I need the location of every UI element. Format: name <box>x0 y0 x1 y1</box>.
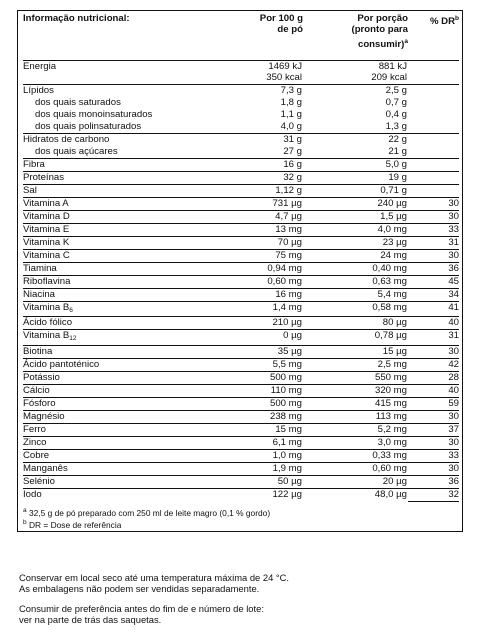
value-per-portion: 320 mg <box>303 384 408 397</box>
table-row <box>23 223 459 236</box>
value-dr <box>408 158 459 171</box>
value-per-100g: 0 µg <box>234 330 303 345</box>
value-dr: 42 <box>408 358 459 371</box>
value-per-portion: 881 kJ 209 kcal <box>303 61 408 85</box>
value-per-portion: 4,0 mg <box>303 223 408 236</box>
value-dr <box>408 97 459 109</box>
value-per-portion: 113 mg <box>303 410 408 423</box>
value-per-100g: 31 g <box>234 133 303 146</box>
value-dr: 30 <box>408 462 459 475</box>
value-dr <box>408 146 459 159</box>
value-dr: 40 <box>408 317 459 330</box>
nutrient-label: Vitamina C <box>23 249 234 262</box>
nutrient-label: Selénio <box>23 475 234 488</box>
nutrient-label: Iodo <box>23 488 234 501</box>
nutrient-label: Potássio <box>23 371 234 384</box>
storage-notes <box>19 572 289 633</box>
value-per-portion: 0,4 g <box>385 108 407 120</box>
value-per-100g: 27 g <box>283 145 302 157</box>
value-dr: 36 <box>408 475 459 488</box>
nutrient-label: Ferro <box>23 423 234 436</box>
table-row <box>23 197 459 210</box>
value-per-100g: 1,4 mg <box>234 301 303 316</box>
value-dr: 34 <box>408 288 459 301</box>
table-row <box>23 61 459 85</box>
header-dr: % $DR^b$ <box>429 15 459 28</box>
value-dr: 33 <box>408 449 459 462</box>
table-row <box>23 317 459 330</box>
table-row <box>23 345 459 358</box>
table-row <box>23 288 459 301</box>
value-per-portion: 0,71 g <box>303 184 408 197</box>
nutrient-label: Vitamina K <box>23 236 234 249</box>
value-per-100g: 1,0 mg <box>234 449 303 462</box>
nutrient-label: Hidratos de carbono <box>23 133 234 146</box>
value-per-portion: 19 g <box>303 171 408 184</box>
nutrient-label: Magnésio <box>23 410 234 423</box>
nutrient-label: Manganês <box>23 462 234 475</box>
nutrient-label: Tiamina <box>23 262 234 275</box>
value-dr: 30 <box>408 210 459 223</box>
value-per-100g: 4,7 µg <box>234 210 303 223</box>
value-dr: 45 <box>408 275 459 288</box>
nutrient-label: Vitamina $B_6$ <box>23 301 234 316</box>
best-before-note: Consumir de preferência antes do fim de e número de lote: ver na parte de trás das saquetas. <box>19 602 264 625</box>
table-row <box>23 397 459 410</box>
value-per-100g: 6,1 mg <box>234 436 303 449</box>
value-per-100g: 110 mg <box>234 384 303 397</box>
value-per-100g: 1469 kJ 350 kcal <box>234 61 303 85</box>
table-row <box>23 146 459 159</box>
table-row <box>23 121 459 134</box>
value-per-100g: 15 mg <box>234 423 303 436</box>
value-per-portion: 3,0 mg <box>303 436 408 449</box>
nutrient-label: Ácido pantoténico <box>23 358 234 371</box>
value-per-portion: 21 g <box>388 145 407 157</box>
table-row <box>23 436 459 449</box>
value-per-100g: 1,1 g <box>280 108 302 120</box>
table-row <box>23 249 459 262</box>
table-row <box>23 184 459 197</box>
nutrient-label: Vitamina D <box>23 210 234 223</box>
value-per-100g: 210 µg <box>234 317 303 330</box>
nutrient-label: dos quais monoinsaturados <box>35 108 153 120</box>
nutrient-label: Energia <box>23 61 234 85</box>
value-per-100g: 4,0 g <box>280 120 302 132</box>
footnotes <box>23 506 270 531</box>
value-per-100g: 35 µg <box>234 345 303 358</box>
value-per-portion: 2,5 g <box>303 84 408 97</box>
value-per-100g: 32 g <box>234 171 303 184</box>
value-per-100g: 75 mg <box>234 249 303 262</box>
nutrient-label: Cálcio <box>23 384 234 397</box>
value-per-portion: 240 µg <box>303 197 408 210</box>
nutrient-label: Ácido fólico <box>23 317 234 330</box>
table-row <box>23 109 459 121</box>
value-per-portion: 1,3 g <box>385 120 407 132</box>
value-per-portion: 5,4 mg <box>303 288 408 301</box>
value-dr: 40 <box>408 384 459 397</box>
nutrient-label: dos quais açúcares <box>35 145 118 157</box>
value-per-portion: 80 µg <box>303 317 408 330</box>
value-per-portion: 1,5 µg <box>303 210 408 223</box>
value-per-100g: 238 mg <box>234 410 303 423</box>
header-per-100g: Por 100 g de pó <box>259 13 303 36</box>
table-row <box>23 371 459 384</box>
value-per-100g: 50 µg <box>234 475 303 488</box>
nutrient-label: Cobre <box>23 449 234 462</box>
value-per-100g: 1,9 mg <box>234 462 303 475</box>
table-row <box>23 275 459 288</box>
nutrient-label: Proteínas <box>23 171 234 184</box>
table-row <box>23 423 459 436</box>
table-row <box>23 171 459 184</box>
value-per-portion: 0,33 mg <box>303 449 408 462</box>
value-dr: 28 <box>408 371 459 384</box>
nutrient-label: Fibra <box>23 158 234 171</box>
value-per-portion: 2,5 mg <box>303 358 408 371</box>
value-dr <box>408 84 459 97</box>
value-per-portion: 415 mg <box>303 397 408 410</box>
table-row <box>23 158 459 171</box>
table-row <box>23 462 459 475</box>
value-per-portion: 22 g <box>303 133 408 146</box>
value-dr <box>408 109 459 121</box>
nutrient-label: Niacina <box>23 288 234 301</box>
value-dr: 30 <box>408 197 459 210</box>
nutrient-label: Sal <box>23 184 234 197</box>
table-row <box>23 384 459 397</box>
table-row <box>23 84 459 97</box>
value-dr: 33 <box>408 223 459 236</box>
table-row <box>23 301 459 316</box>
table-row <box>23 262 459 275</box>
value-per-portion: 20 µg <box>303 475 408 488</box>
table-row <box>23 358 459 371</box>
table-row <box>23 475 459 488</box>
nutrient-label: Vitamina $B_{12}$ <box>23 330 234 345</box>
value-per-portion: 5,0 g <box>303 158 408 171</box>
value-per-100g: 1,8 g <box>280 96 302 108</box>
value-dr <box>408 184 459 197</box>
value-per-portion: 15 µg <box>303 345 408 358</box>
value-dr: 30 <box>408 345 459 358</box>
table-row <box>23 449 459 462</box>
value-dr: 30 <box>408 436 459 449</box>
table-row <box>23 410 459 423</box>
value-per-portion: 24 mg <box>303 249 408 262</box>
nutrient-label: dos quais polinsaturados <box>35 120 142 132</box>
footnote-a: $^a$ 32,5 g de pó preparado com 250 ml de leite magro (0,1 % gordo) <box>23 507 271 518</box>
value-dr: 30 <box>408 249 459 262</box>
value-per-portion: 0,63 mg <box>303 275 408 288</box>
value-per-portion: 0,58 mg <box>303 301 408 316</box>
value-dr <box>408 121 459 134</box>
value-per-100g: 13 mg <box>234 223 303 236</box>
value-dr: 32 <box>408 488 459 501</box>
value-per-100g: 16 mg <box>234 288 303 301</box>
table-row <box>23 210 459 223</box>
table-row <box>23 133 459 146</box>
nutrient-label: Vitamina E <box>23 223 234 236</box>
value-per-100g: 16 g <box>234 158 303 171</box>
value-per-portion: 550 mg <box>303 371 408 384</box>
nutrient-label: dos quais saturados <box>35 96 121 108</box>
value-dr <box>408 171 459 184</box>
value-per-100g: 1,12 g <box>234 184 303 197</box>
value-per-100g: 0,94 mg <box>234 262 303 275</box>
value-per-portion: 0,78 µg <box>303 330 408 345</box>
value-per-100g: 122 µg <box>234 488 303 501</box>
nutrient-label: Fósforo <box>23 397 234 410</box>
nutrient-label: Lípidos <box>23 84 234 97</box>
value-per-portion: 0,7 g <box>385 96 407 108</box>
value-per-100g: 0,60 mg <box>234 275 303 288</box>
header-per-portion: Por porção (pronto para consumir)$^a$ <box>351 13 408 50</box>
value-per-100g: 5,5 mg <box>234 358 303 371</box>
value-dr <box>408 61 459 85</box>
value-per-100g: 500 mg <box>234 371 303 384</box>
table-row <box>23 236 459 249</box>
storage-note: Conservar em local seco até uma temperatura máxima de 24 °C. As embalagens não podem ser vendidas separadamente. <box>19 572 290 595</box>
nutrient-label: Biotina <box>23 345 234 358</box>
value-per-portion: 23 µg <box>303 236 408 249</box>
value-dr: 36 <box>408 262 459 275</box>
header-label: Informação nutricional: <box>23 13 130 24</box>
value-dr: 59 <box>408 397 459 410</box>
value-per-portion: 5,2 mg <box>303 423 408 436</box>
value-per-portion: 48,0 µg <box>303 488 408 501</box>
value-per-100g: 500 mg <box>234 397 303 410</box>
value-dr: 31 <box>408 236 459 249</box>
value-dr <box>408 133 459 146</box>
value-per-100g: 731 µg <box>234 197 303 210</box>
nutrient-label: Zinco <box>23 436 234 449</box>
value-per-100g: 70 µg <box>234 236 303 249</box>
value-per-portion: 0,60 mg <box>303 462 408 475</box>
value-dr: 41 <box>408 301 459 316</box>
table-header-row <box>23 13 459 61</box>
table-row <box>23 97 459 109</box>
value-per-100g: 7,3 g <box>234 84 303 97</box>
table-row <box>23 488 459 501</box>
footnote-b: $^b$ DR = Dose de referência <box>23 519 122 531</box>
nutrient-label: Riboflavina <box>23 275 234 288</box>
nutrient-label: Vitamina A <box>23 197 234 210</box>
value-dr: 37 <box>408 423 459 436</box>
value-dr: 31 <box>408 330 459 345</box>
value-per-portion: 0,40 mg <box>303 262 408 275</box>
nutrition-table <box>23 13 459 502</box>
table-row <box>23 330 459 345</box>
value-dr: 30 <box>408 410 459 423</box>
